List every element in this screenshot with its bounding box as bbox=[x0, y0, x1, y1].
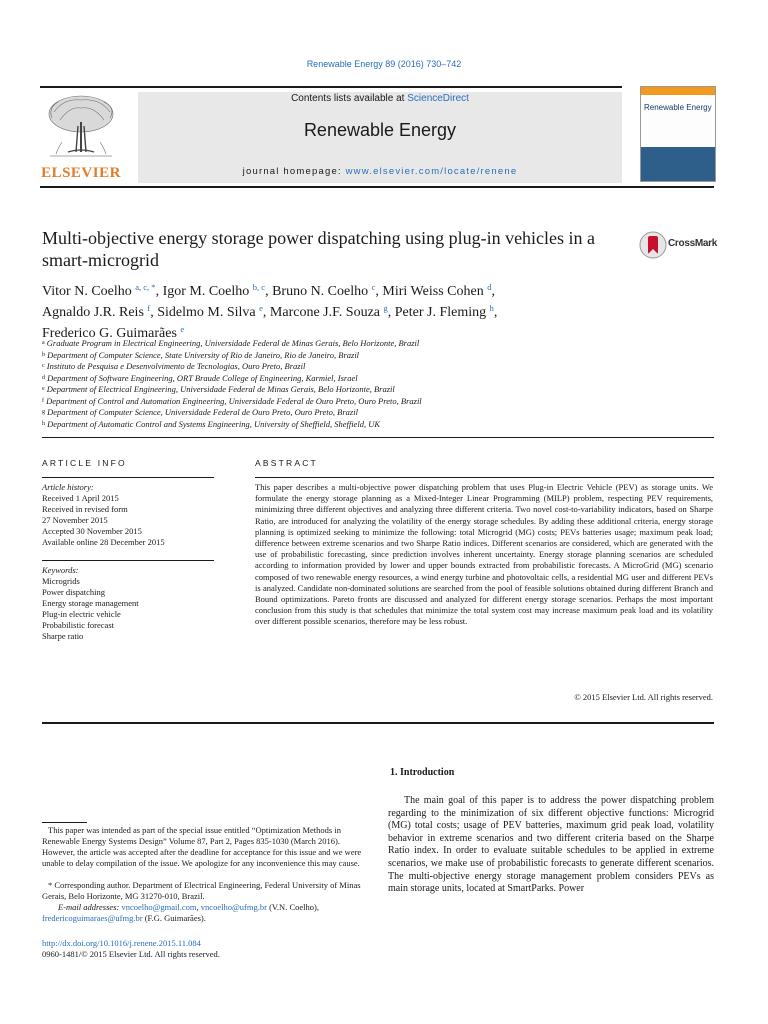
affiliation-text: Department of Control and Automation Engineering, Universidade Federal de Ouro Preto, Ouro Preto, Brazil bbox=[44, 395, 422, 406]
author-name: Miri Weiss Cohen bbox=[382, 284, 484, 299]
front-matter-divider bbox=[42, 722, 714, 724]
header-rule-top bbox=[40, 86, 622, 88]
keywords-block bbox=[42, 565, 217, 642]
history-entry: Accepted 30 November 2015 bbox=[42, 526, 142, 536]
affiliation-item bbox=[42, 350, 732, 362]
history-entry: Available online 28 December 2015 bbox=[42, 537, 165, 547]
email-label: E-mail addresses: bbox=[58, 902, 122, 912]
affiliation-item bbox=[42, 407, 732, 419]
author-affiliation-marker[interactable]: e bbox=[259, 303, 263, 313]
author-affiliation-marker[interactable]: e bbox=[180, 324, 185, 334]
author-separator: , bbox=[265, 284, 273, 299]
article-title: Multi-objective energy storage power dispatching using plug-in vehicles in a smart-microgrid bbox=[42, 228, 596, 270]
author-separator: , bbox=[387, 305, 395, 320]
history-entry: Received in revised form bbox=[42, 504, 128, 514]
keyword-item: Probabilistic forecast bbox=[42, 620, 114, 630]
affiliation-item bbox=[42, 373, 732, 385]
affiliation-list bbox=[42, 338, 732, 430]
keywords-label: Keywords: bbox=[42, 565, 79, 575]
author-separator: , bbox=[375, 284, 383, 299]
author-name: Sidelmo M. Silva bbox=[157, 305, 256, 320]
affiliation-text: Department of Electrical Engineering, Universidade Federal de Minas Gerais, Belo Horizonte, Brazil bbox=[44, 384, 395, 394]
sciencedirect-link[interactable]: ScienceDirect bbox=[407, 93, 469, 104]
keyword-item: Plug-in electric vehicle bbox=[42, 609, 121, 619]
footnote-rule bbox=[42, 822, 87, 823]
journal-citation[interactable]: Renewable Energy 89 (2016) 730–742 bbox=[306, 59, 462, 69]
abstract-rule bbox=[255, 477, 714, 478]
affiliation-text: Department of Software Engineering, ORT Braude College of Engineering, Karmiel, Israel bbox=[45, 372, 358, 383]
affiliation-marker: c bbox=[42, 363, 45, 369]
author-affiliation-marker[interactable]: b, c bbox=[252, 282, 266, 292]
history-entry: Received 1 April 2015 bbox=[42, 493, 119, 503]
history-label: Article history: bbox=[42, 482, 94, 492]
section-divider bbox=[42, 437, 714, 438]
author-name: Igor M. Coelho bbox=[162, 284, 250, 299]
contents-line bbox=[138, 93, 622, 104]
email-footnote bbox=[42, 902, 368, 924]
email-link-3[interactable]: fredericoguimaraes@ufmg.br bbox=[42, 913, 143, 923]
keyword-item: Sharpe ratio bbox=[42, 631, 84, 641]
author-affiliation-marker[interactable]: d bbox=[487, 282, 492, 292]
introduction-text: The main goal of this paper is to address the power dispatching problem regarding to the minimization of six different objective functions: Microgrid (MG) total costs; usage of PEV batteries, maximum grid peak load, volatility behavior in extreme scenarios and two different criteria based on the Sharpe Ratio index. In order to evaluate suitable schedules to be applied in extreme scenarios, we make use of probabilistic forecasts to generate different scenarios. The multi-objective energy storage management problem considers PEVs as main storage units, located at SmartParks. Power bbox=[388, 795, 714, 895]
affiliation-marker: b bbox=[42, 351, 45, 358]
affiliation-text: Department of Computer Science, State University of Rio de Janeiro, Rio de Janeiro, Brazil bbox=[45, 349, 360, 360]
keyword-items bbox=[42, 576, 217, 642]
author-name: Marcone J.F. Souza bbox=[269, 305, 381, 320]
journal-title: Renewable Energy bbox=[303, 120, 457, 140]
author-affiliation-marker[interactable]: a, c, * bbox=[135, 282, 156, 292]
keyword-item: Microgrids bbox=[42, 576, 80, 586]
author-affiliation-marker[interactable]: f bbox=[147, 303, 151, 313]
history-items bbox=[42, 493, 217, 548]
affiliation-text: Instituto de Pesquisa e Desenvolvimento de Tecnologias, Ouro Preto, Brazil bbox=[44, 361, 306, 371]
cover-image bbox=[641, 147, 715, 181]
affiliation-marker: g bbox=[42, 409, 45, 415]
author-name: Bruno N. Coelho bbox=[272, 284, 369, 299]
article-info-heading: ARTICLE INFO bbox=[42, 458, 127, 468]
homepage-prefix: journal homepage: bbox=[242, 166, 346, 177]
affiliation-marker: h bbox=[42, 420, 45, 427]
author-name: Frederico G. Guimarães bbox=[42, 326, 177, 341]
email-owner-2: (F.G. Guimarães). bbox=[142, 913, 206, 923]
affiliation-item bbox=[42, 338, 732, 350]
special-issue-footnote: This paper was intended as part of the special issue entitled “Optimization Methods in Renewable Energy Systems Design” Volume 87, Part 2, Pages 835-1030 (March 2016). However, the article was accepted after the deadline for acceptance for this issue and we were unable to delay compilation of the issue. We apologize for any inconvenience this may cause. bbox=[42, 825, 362, 868]
header-rule-bottom bbox=[40, 186, 714, 188]
email-owner-1: (V.N. Coelho), bbox=[266, 902, 319, 912]
cover-title: Renewable Energy bbox=[644, 103, 712, 112]
homepage-link[interactable]: www.elsevier.com/locate/renene bbox=[345, 166, 518, 177]
affiliation-item bbox=[42, 396, 732, 408]
journal-cover-thumbnail[interactable] bbox=[640, 86, 716, 182]
elsevier-wordmark: ELSEVIER bbox=[41, 165, 121, 181]
affiliation-marker: a bbox=[42, 340, 45, 346]
crossmark-icon bbox=[638, 230, 668, 260]
article-history bbox=[42, 482, 217, 548]
doi-link[interactable]: http://dx.doi.org/10.1016/j.renene.2015.11.084 bbox=[42, 938, 201, 948]
affiliation-item bbox=[42, 361, 732, 373]
author-separator: , bbox=[150, 305, 158, 320]
history-entry: 27 November 2015 bbox=[42, 515, 108, 525]
contents-prefix: Contents lists available at bbox=[291, 93, 408, 104]
abstract-heading: ABSTRACT bbox=[255, 458, 318, 468]
abstract-copyright: © 2015 Elsevier Ltd. All rights reserved. bbox=[574, 692, 713, 702]
abstract-text: This paper describes a multi-objective power dispatching problem that uses Plug-in Electric Vehicle (PEV) as storage units. We formulate the energy storage planning as a Mixed-Integer Linear Programming (MILP) problem, respecting PEV requirements, minimizing three different objectives and analyzing three different criteria. Two novel cost-to-variability indicators, based on Sharpe Ratio, are introduced for analyzing the volatility of the energy storage schedules. By adding these additional criteria, energy storage planning is optimized seeking to minimize the following: total Microgrid (MG) costs; PEVs batteries usage; maximum peak load; difference between extreme scenarios and two Sharpe Ratio indices. Different scenarios are considered, which are generated with the use of probabilistic forecasting, since prediction involves inherent uncertainty. Energy storage planning scenarios are scheduled according to information provided by lower and upper bounds extracted from probabilistic forecasts. A MicroGrid (MG) scenario composed of two renewable energy resources, a wind energy turbine and photovoltaic cells, a residential MG user and different PEVs is analyzed. Candidate non-dominated solutions are searched from the pool of feasible solutions obtained during different Branch and Bound optimizations. Pareto fronts are discussed and analyzed for different energy storage scenarios. Perhaps the most important conclusion from this study is that schedules that minimize the total system cost may increase maximum peak load and its volatility over different possible scenarios, therefore may be less robust. bbox=[255, 482, 713, 627]
affiliation-item bbox=[42, 384, 732, 396]
author-name: Vitor N. Coelho bbox=[42, 284, 132, 299]
author-affiliation-marker[interactable]: h bbox=[489, 303, 494, 313]
keyword-item: Energy storage management bbox=[42, 598, 139, 608]
affiliation-text: Department of Automatic Control and Systems Engineering, University of Sheffield, Sheffield, UK bbox=[45, 418, 380, 429]
keywords-rule bbox=[42, 560, 214, 561]
author-separator: , bbox=[262, 305, 270, 320]
affiliation-text: Graduate Program in Electrical Engineering, Universidade Federal de Minas Gerais, Belo Horizonte, Brazil bbox=[44, 338, 420, 348]
corresponding-author-footnote: * Corresponding author. Department of Electrical Engineering, Federal University of Minas Gerais, Belo Horizonte, MG 31270-010, Brazil. bbox=[42, 880, 361, 901]
author-separator: , bbox=[493, 305, 498, 320]
author-separator: , bbox=[155, 284, 163, 299]
author-separator: , bbox=[491, 284, 495, 299]
affiliation-marker: e bbox=[42, 386, 45, 392]
affiliation-marker: f bbox=[42, 397, 44, 404]
cover-top-bar bbox=[641, 87, 715, 95]
author-name: Agnaldo J.R. Reis bbox=[42, 305, 144, 320]
email-sep: , bbox=[196, 902, 201, 912]
author-list bbox=[42, 279, 722, 342]
email-link-2[interactable]: vncoelho@ufmg.br bbox=[200, 902, 267, 912]
email-link-1[interactable]: vncoelho@gmail.com bbox=[121, 902, 197, 912]
affiliation-marker: d bbox=[42, 374, 45, 381]
author-affiliation-marker[interactable]: c bbox=[371, 282, 376, 292]
affiliation-text: Department of Computer Science, Universidade Federal de Ouro Preto, Ouro Preto, Brazil bbox=[45, 407, 358, 417]
introduction-heading: 1. Introduction bbox=[390, 767, 455, 778]
author-name: Peter J. Fleming bbox=[394, 305, 487, 320]
keyword-item: Power dispatching bbox=[42, 587, 106, 597]
article-info-rule bbox=[42, 477, 214, 478]
issn-line: 0960-1481/© 2015 Elsevier Ltd. All rights reserved. bbox=[42, 949, 220, 959]
crossmark-label[interactable]: CrossMark bbox=[668, 238, 717, 249]
affiliation-item bbox=[42, 419, 732, 431]
journal-homepage bbox=[138, 166, 622, 177]
author-affiliation-marker[interactable]: g bbox=[383, 303, 388, 313]
